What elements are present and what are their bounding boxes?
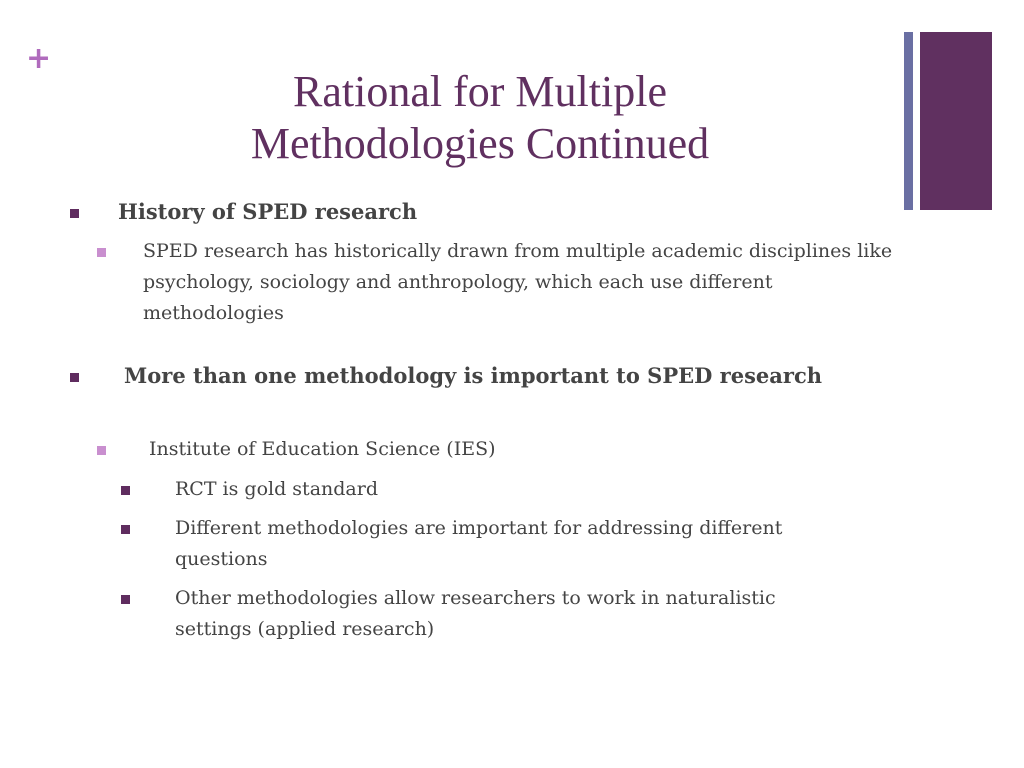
decorative-bar-thin xyxy=(904,32,913,210)
bullet-square-icon xyxy=(121,525,130,534)
title-line-2: Methodologies Continued xyxy=(250,119,710,168)
bullet-square-icon xyxy=(97,446,106,455)
bullet-history-detail: SPED research has historically drawn from multiple academic disciplines like psychology, sociology and anthropology, which each use different methodologies xyxy=(143,240,893,324)
bullet-square-icon xyxy=(121,486,130,495)
bullet-square-icon xyxy=(121,595,130,604)
bullet-more-heading: More than one methodology is important to SPED research xyxy=(124,363,823,388)
bullet-ies: Institute of Education Science (IES) xyxy=(149,438,496,460)
plus-icon: + xyxy=(26,41,52,76)
bullet-rct: RCT is gold standard xyxy=(175,478,378,500)
bullet-other-methodologies: Other methodologies allow researchers to work in naturalistic settings (applied research) xyxy=(175,587,776,640)
decorative-bar-wide xyxy=(920,32,992,210)
title-line-1: Rational for Multiple xyxy=(293,67,667,116)
bullet-square-icon xyxy=(70,373,79,382)
bullet-different-methodologies: Different methodologies are important for addressing different questions xyxy=(175,517,783,570)
slide-title xyxy=(140,66,820,170)
bullet-square-icon xyxy=(70,209,79,218)
bullet-square-icon xyxy=(97,248,106,257)
bullet-history-heading: History of SPED research xyxy=(118,199,418,224)
